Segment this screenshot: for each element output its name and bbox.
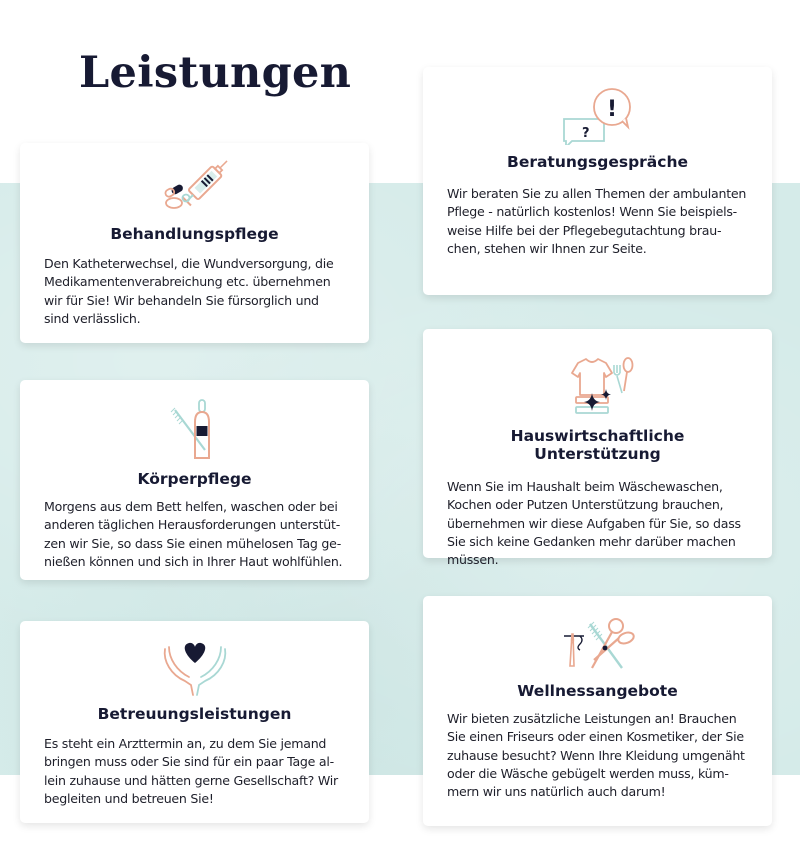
service-description: Wir beraten Sie zu allen Themen der ambulanten Pflege - natürlich kostenlos! Wenn Sie beispielsweise Hilfe bei der Pflegebegutachtung brauchen, stehen wir Ihnen zur Seite. [447,186,747,256]
syringe-pills-icon [155,157,235,217]
svg-text:?: ? [581,126,590,141]
laundry-cutlery-icon [558,355,638,417]
speech-bubbles-icon [558,85,638,145]
svg-text:!: ! [606,97,617,122]
service-title: Wellnessangebote [517,682,678,700]
service-title: Beratungsgespräche [507,153,688,171]
service-title: Behandlungspflege [110,225,279,243]
service-title: Hauswirtschaftliche Unterstützung [510,427,685,463]
service-title: Betreuungsleistungen [97,705,292,723]
service-card-behandlungspflege [20,143,369,343]
service-description: Morgens aus dem Bett helfen, waschen oder bei anderen täglichen Herausforderungen unterstützen wir Sie, so dass Sie einen mühelosen Tag genießen können und sich in Ihrer Haut wohlfühlen. [44,499,343,569]
scissors-comb-needle-icon [558,616,638,676]
service-card-koerperpflege [20,380,369,580]
toothbrush-bottle-icon [165,398,225,462]
service-card-beratungsgespraeche [423,67,772,295]
service-card-wellnessangebote [423,596,772,826]
service-card-hauswirtschaft [423,329,772,568]
service-description: Wenn Sie im Haushalt beim Wäschewaschen, Kochen oder Putzen Unterstützung brauchen, übernehmen wir diese Aufgaben für Sie, so dass Sie sich keine Gedanken mehr darüber machen müssen. [447,479,741,568]
service-description: Es steht ein Arzttermin an, zu dem Sie jemand bringen muss oder Sie sind für ein paar Tage allein zuhause und hätten gerne Gesellschaft? Wir begleiten und betreuen Sie! [44,736,338,806]
service-description: Den Katheterwechsel, die Wundversorgung, die Medikamentenverabreichung etc. übernehmen wir für Sie! Wir behandeln Sie fürsorglich und sind verlässlich. [44,256,334,326]
heart-hands-icon [159,641,231,697]
service-title: Körperpflege [137,470,252,488]
service-card-betreuungsleistungen [20,621,369,823]
page-title: Leistungen [79,48,352,98]
service-description: Wir bieten zusätzliche Leistungen an! Brauchen Sie einen Friseurs oder einen Kosmetiker, der Sie zuhause besucht? Wenn Ihre Kleidung umgenäht oder die Wäsche gebügelt werden muss, kümmern wir uns natürlich auch darum! [447,711,745,800]
